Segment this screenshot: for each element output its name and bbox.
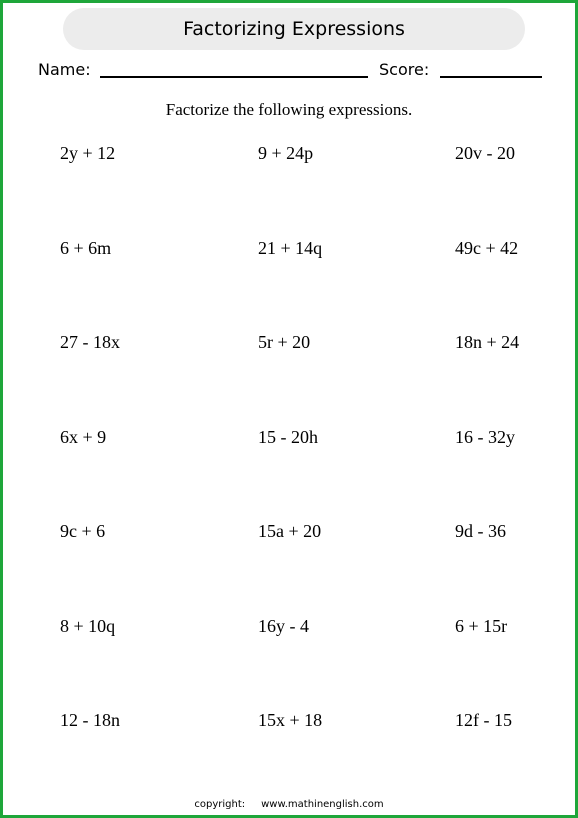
problem-expression: 15a + 20 [258, 521, 322, 541]
problem-expression: 18n + 24 [455, 332, 520, 352]
instructions: Factorize the following expressions. [165, 100, 413, 119]
problem-expression: 27 - 18x [60, 332, 120, 352]
problem-grid [3, 143, 575, 805]
website-link[interactable]: www.mathinenglish.com [261, 799, 384, 810]
problem-expression: 15x + 18 [258, 710, 323, 730]
problem-row [3, 427, 575, 522]
problem-expression: 15 - 20h [258, 426, 318, 447]
problem-expression: 20v - 20 [455, 143, 515, 163]
header-row [3, 58, 575, 84]
problem-expression: 9 + 24p [258, 143, 314, 163]
problem-row [3, 521, 575, 616]
problem-expression: 6 + 15r [455, 615, 508, 636]
problem-expression: 12 - 18n [60, 710, 120, 730]
copyright-label: copyright: [194, 799, 246, 810]
problem-expression: 5r + 20 [258, 332, 311, 352]
problem-expression: 6x + 9 [60, 426, 107, 447]
problem-expression: 16 - 32y [455, 426, 515, 447]
score-blank-line [440, 76, 542, 78]
problem-row [3, 616, 575, 711]
problem-expression: 6 + 6m [60, 237, 112, 258]
problem-expression: 21 + 14q [258, 237, 323, 258]
footer [3, 799, 575, 810]
problem-row [3, 332, 575, 427]
problem-expression: 49c + 42 [455, 237, 519, 258]
problem-row [3, 143, 575, 238]
problem-expression: 2y + 12 [60, 143, 116, 163]
worksheet-title: Factorizing Expressions [63, 8, 525, 50]
problem-expression: 12f - 15 [455, 710, 512, 730]
problem-expression: 9c + 6 [60, 521, 106, 541]
name-blank-line [100, 76, 368, 78]
name-label: Name: [38, 60, 91, 79]
problem-row [3, 710, 575, 805]
score-label: Score: [379, 60, 430, 79]
problem-expression: 16y - 4 [258, 615, 309, 636]
problem-expression: 9d - 36 [455, 521, 506, 541]
problem-expression: 8 + 10q [60, 615, 116, 636]
problem-row [3, 238, 575, 333]
